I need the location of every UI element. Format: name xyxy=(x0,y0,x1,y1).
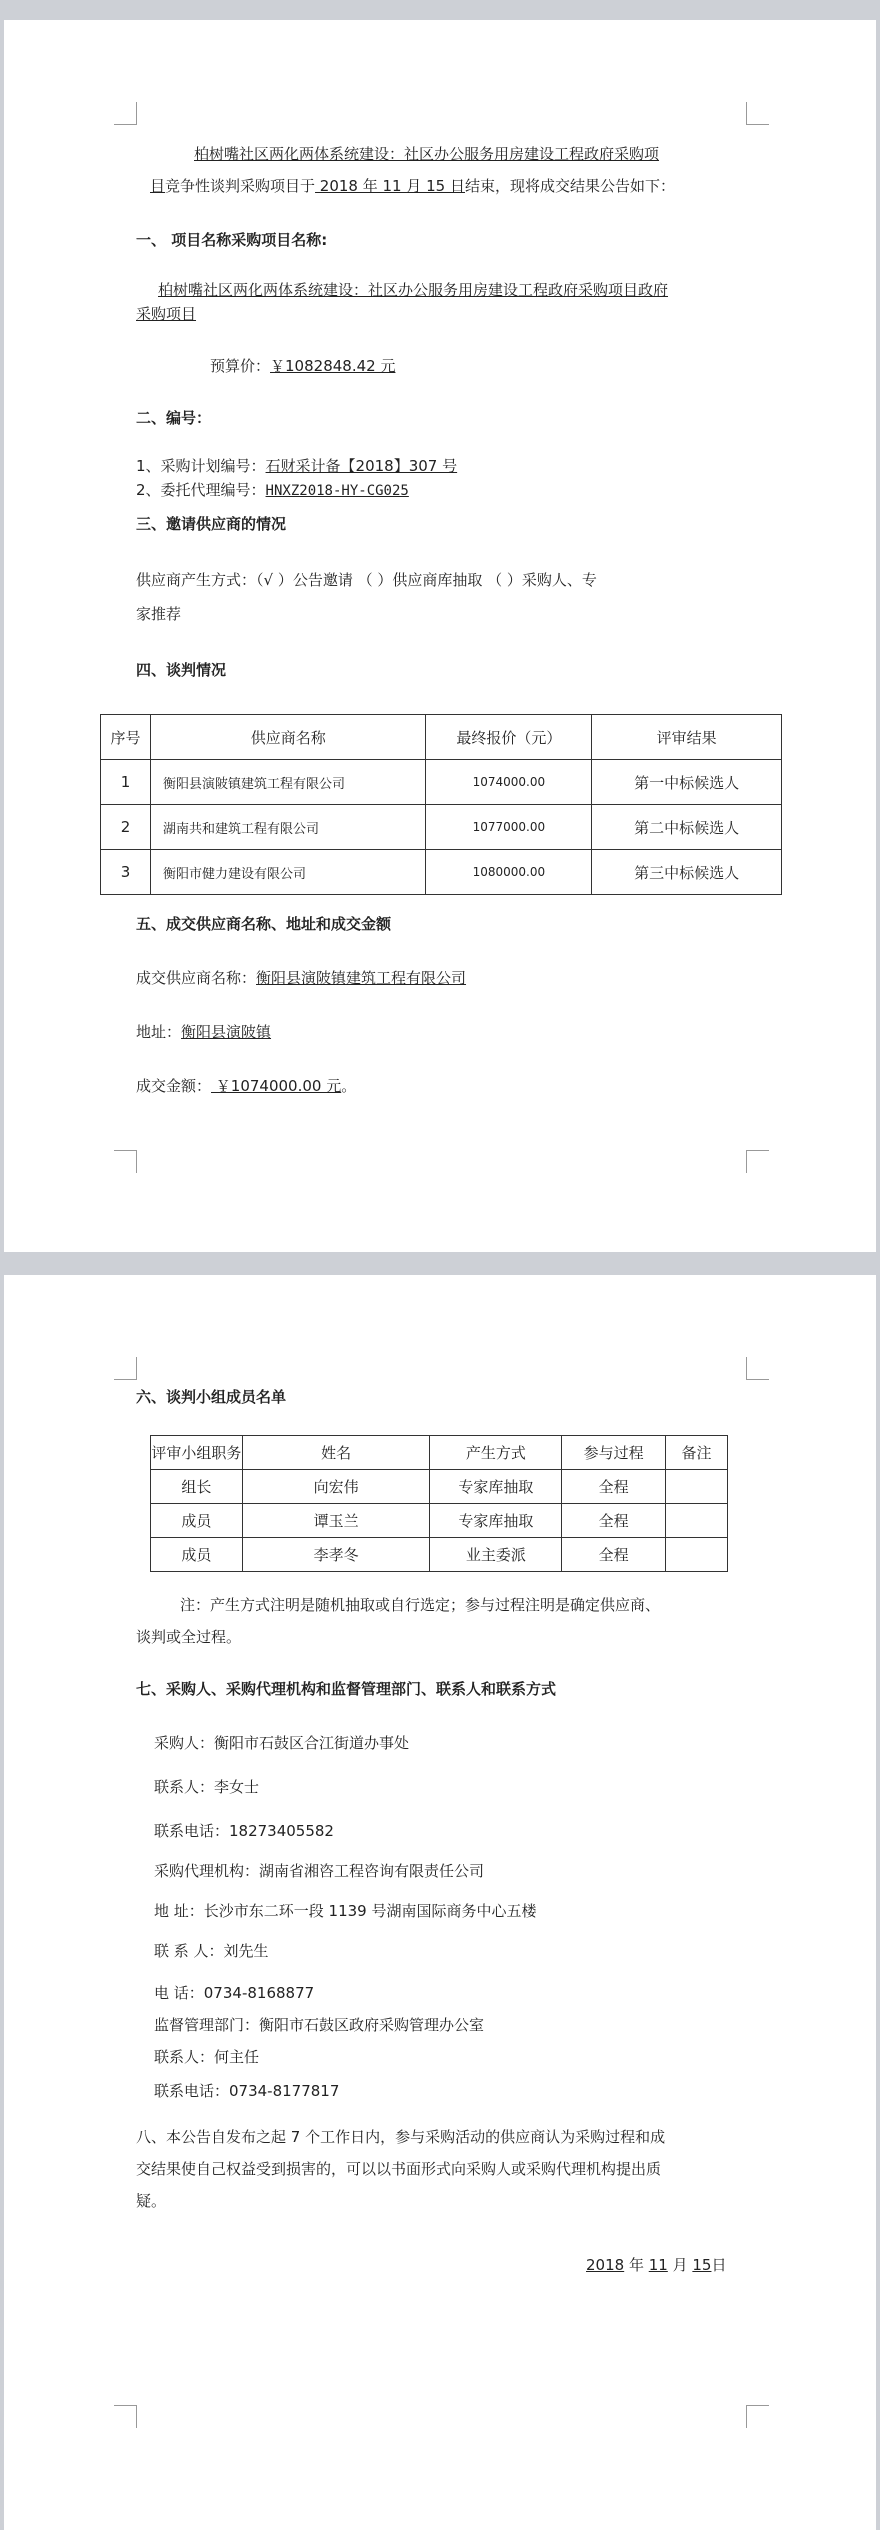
purchaser-contact: 联系人：李女士 xyxy=(154,1778,260,1796)
member-role: 成员 xyxy=(151,1504,243,1538)
table-row xyxy=(101,850,782,895)
supervisor-phone: 联系电话：0734-8177817 xyxy=(154,2082,340,2100)
section-5-heading: 五、成交供应商名称、地址和成交金额 xyxy=(136,915,392,933)
table-header: 最终报价（元） xyxy=(426,715,592,760)
note-line-2: 谈判或全过程。 xyxy=(136,1628,242,1646)
review-result: 第二中标候选人 xyxy=(592,805,782,850)
section-8-line-2: 交结果使自己权益受到损害的，可以以书面形式向采购人或采购代理机构提出质 xyxy=(136,2160,662,2178)
member-selection: 专家库抽取 xyxy=(430,1504,562,1538)
member-role: 成员 xyxy=(151,1538,243,1572)
agency-address: 地 址：长沙市东二环一段 1139 号湖南国际商务中心五楼 xyxy=(154,1902,537,1920)
crop-mark xyxy=(114,1357,137,1380)
document-page-2 xyxy=(4,1275,876,2530)
table-header: 供应商名称 xyxy=(150,715,426,760)
table-row xyxy=(151,1470,728,1504)
table-row xyxy=(101,805,782,850)
agency: 采购代理机构：湖南省湘咨工程咨询有限责任公司 xyxy=(154,1862,485,1880)
supplier-name: 衡阳县演陂镇建筑工程有限公司 xyxy=(150,760,426,805)
member-remark xyxy=(666,1470,728,1504)
supplier-name: 湖南共和建筑工程有限公司 xyxy=(150,805,426,850)
table-header: 评审小组职务 xyxy=(151,1436,243,1470)
table-header: 产生方式 xyxy=(430,1436,562,1470)
table-row xyxy=(151,1504,728,1538)
section-4-heading: 四、谈判情况 xyxy=(136,661,227,679)
agency-phone: 电 话：0734-8168877 xyxy=(154,1984,315,2002)
review-result: 第一中标候选人 xyxy=(592,760,782,805)
member-name: 谭玉兰 xyxy=(242,1504,430,1538)
crop-mark xyxy=(114,102,137,125)
table-header: 序号 xyxy=(101,715,151,760)
section-8-line-3: 疑。 xyxy=(136,2192,167,2210)
review-result: 第三中标候选人 xyxy=(592,850,782,895)
deal-amount: 成交金额： ￥1074000.00 元。 xyxy=(136,1077,357,1095)
signature-date: 2018 年 11 月 15日 xyxy=(586,2256,727,2274)
table-header-row xyxy=(151,1436,728,1470)
member-selection: 业主委派 xyxy=(430,1538,562,1572)
member-participation: 全程 xyxy=(562,1470,666,1504)
member-selection: 专家库抽取 xyxy=(430,1470,562,1504)
section-7-heading: 七、采购人、采购代理机构和监督管理部门、联系人和联系方式 xyxy=(136,1680,557,1698)
section-8-line-1: 八、本公告自发布之起 7 个工作日内，参与采购活动的供应商认为采购过程和成 xyxy=(136,2128,666,2146)
project-name-line-1: 柏树嘴社区两化两体系统建设：社区办公服务用房建设工程政府采购项目政府 xyxy=(158,281,669,299)
member-participation: 全程 xyxy=(562,1538,666,1572)
section-3-heading: 三、邀请供应商的情况 xyxy=(136,515,287,533)
member-name: 向宏伟 xyxy=(242,1470,430,1504)
crop-mark xyxy=(114,2405,137,2428)
winner-name: 衡阳县演陂镇建筑工程有限公司 xyxy=(256,969,467,987)
supervisor-contact: 联系人：何主任 xyxy=(154,2048,260,2066)
winner: 成交供应商名称：衡阳县演陂镇建筑工程有限公司 xyxy=(136,969,467,987)
plan-number: 1、采购计划编号：石财采计备【2018】307 号 xyxy=(136,457,458,475)
purchaser-phone: 联系电话：18273405582 xyxy=(154,1822,334,1840)
table-header: 姓名 xyxy=(242,1436,430,1470)
intro-line-2: 目竞争性谈判采购项目于 2018 年 11 月 15 日结束，现将成交结果公告如下： xyxy=(150,177,676,195)
row-number: 1 xyxy=(101,760,151,805)
intro-line-1: 柏树嘴社区两化两体系统建设：社区办公服务用房建设工程政府采购项 xyxy=(194,145,660,163)
supervisor: 监督管理部门：衡阳市石鼓区政府采购管理办公室 xyxy=(154,2016,485,2034)
table-header-row xyxy=(101,715,782,760)
section-2-heading: 二、编号： xyxy=(136,409,212,427)
purchaser: 采购人：衡阳市石鼓区合江街道办事处 xyxy=(154,1734,410,1752)
crop-mark xyxy=(746,2405,769,2428)
project-name-line-2: 采购项目 xyxy=(136,305,197,323)
agent-number: 2、委托代理编号：HNXZ2018-HY-CG025 xyxy=(136,481,409,499)
final-price: 1077000.00 xyxy=(426,805,592,850)
panel-members-table xyxy=(150,1435,728,1572)
table-row xyxy=(101,760,782,805)
note-line-1: 注：产生方式注明是随机抽取或自行选定；参与过程注明是确定供应商、 xyxy=(180,1596,661,1614)
crop-mark xyxy=(746,1150,769,1173)
bid-results-table xyxy=(100,714,782,895)
supplier-method-line-1: 供应商产生方式：（√ ）公告邀请 （ ）供应商库抽取 （ ）采购人、专 xyxy=(136,571,597,589)
member-role: 组长 xyxy=(151,1470,243,1504)
document-page-1 xyxy=(4,20,876,1252)
table-header: 参与过程 xyxy=(562,1436,666,1470)
supplier-method-line-2: 家推荐 xyxy=(136,605,182,623)
table-header: 评审结果 xyxy=(592,715,782,760)
crop-mark xyxy=(114,1150,137,1173)
table-row xyxy=(151,1538,728,1572)
member-participation: 全程 xyxy=(562,1504,666,1538)
section-6-heading: 六、谈判小组成员名单 xyxy=(136,1388,287,1406)
budget: 预算价：￥1082848.42 元 xyxy=(210,357,396,375)
budget-value: ￥1082848.42 元 xyxy=(270,357,396,375)
crop-mark xyxy=(746,1357,769,1380)
section-1-heading: 一、 项目名称采购项目名称: xyxy=(136,231,328,249)
final-price: 1074000.00 xyxy=(426,760,592,805)
final-price: 1080000.00 xyxy=(426,850,592,895)
member-remark xyxy=(666,1538,728,1572)
crop-mark xyxy=(746,102,769,125)
winner-address: 地址：衡阳县演陂镇 xyxy=(136,1023,272,1041)
row-number: 2 xyxy=(101,805,151,850)
member-name: 李孝冬 xyxy=(242,1538,430,1572)
table-header: 备注 xyxy=(666,1436,728,1470)
supplier-name: 衡阳市健力建设有限公司 xyxy=(150,850,426,895)
member-remark xyxy=(666,1504,728,1538)
agency-contact: 联 系 人：刘先生 xyxy=(154,1942,269,1960)
row-number: 3 xyxy=(101,850,151,895)
